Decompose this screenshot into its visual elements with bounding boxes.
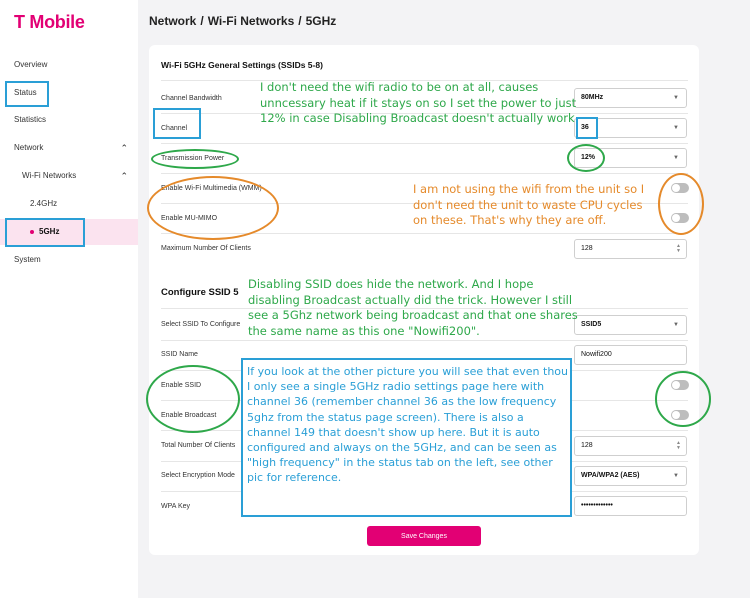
- encryption-value: WPA/WPA2 (AES): [581, 472, 640, 479]
- sidebar-item-label: System: [14, 255, 41, 264]
- channel-select[interactable]: [574, 118, 687, 138]
- enable-broadcast-label: Enable Broadcast: [161, 412, 217, 419]
- chevron-down-icon: ▼: [673, 155, 679, 161]
- wpa-key-value: •••••••••••••: [581, 502, 613, 509]
- channel-bandwidth-label: Channel Bandwidth: [161, 95, 222, 102]
- sidebar-item-label: Overview: [14, 60, 48, 69]
- stepper-arrows-icon[interactable]: ▲ ▼: [676, 440, 681, 451]
- enable-ssid-toggle[interactable]: [671, 380, 689, 390]
- sidebar-item-label: 5GHz: [39, 227, 60, 236]
- total-clients-input[interactable]: [574, 436, 687, 456]
- max-clients-label: Maximum Number Of Clients: [161, 245, 251, 252]
- annotation-note-power: I don't need the wifi radio to be on at all, causes unncessary heat if it stays on so I set the power to just 12% in case Disabling Broadcast doesn't actually work: [260, 80, 577, 125]
- channel-value: 36: [581, 124, 589, 131]
- sidebar-item-5ghz[interactable]: [0, 219, 138, 245]
- divider: [161, 173, 688, 174]
- divider: [161, 143, 688, 144]
- sidebar-item-label: Status: [14, 88, 37, 97]
- wpa-key-input[interactable]: [574, 496, 687, 516]
- breadcrumb-separator: /: [200, 14, 204, 28]
- divider: [161, 340, 688, 341]
- stepper-arrows-icon[interactable]: ▲ ▼: [676, 243, 681, 254]
- channel-bandwidth-select[interactable]: [574, 88, 687, 108]
- sidebar: [0, 0, 138, 598]
- total-clients-label: Total Number Of Clients: [161, 442, 236, 449]
- sidebar-item-label: Network: [14, 143, 44, 152]
- sidebar-item-label: Statistics: [14, 115, 47, 124]
- breadcrumb-item: 5GHz: [305, 14, 337, 28]
- tx-power-value: 12%: [581, 154, 596, 161]
- sidebar-item-2-4ghz[interactable]: [0, 191, 138, 217]
- max-clients-input[interactable]: [574, 239, 687, 259]
- ssid-name-value: Nowifi200: [581, 351, 612, 358]
- channel-bandwidth-value: 80MHz: [581, 94, 604, 101]
- mumimo-toggle[interactable]: [671, 213, 689, 223]
- chevron-down-icon: ▼: [673, 95, 679, 101]
- encryption-label: Select Encryption Mode: [161, 472, 235, 479]
- chevron-down-icon: ▼: [673, 322, 679, 328]
- sidebar-item-statistics[interactable]: [0, 107, 138, 133]
- enable-ssid-label: Enable SSID: [161, 382, 202, 389]
- general-settings-title: Wi-Fi 5GHz General Settings (SSIDs 5-8): [161, 60, 323, 70]
- wpa-key-label: WPA Key: [161, 503, 191, 510]
- ssid-select-value: SSID5: [581, 321, 602, 328]
- total-clients-value: 128: [581, 442, 593, 449]
- wmm-toggle[interactable]: [671, 183, 689, 193]
- sidebar-item-system[interactable]: [0, 247, 138, 273]
- annotation-note-channels: If you look at the other picture you will see that even thou I only see a single 5GHz radio settings page here with channel 36 (remember channel 36 as the low frequency 5ghz from the status page screen). There is also a channel 149 that doesn't show up here. But it is auto configured and always on the 5GHz, and can be seen as "high frequency" in the status tab on the left, see other pic for reference.: [247, 365, 568, 485]
- tx-power-label: Transmission Power: [161, 155, 225, 162]
- max-clients-value: 128: [581, 245, 593, 252]
- tx-power-select[interactable]: [574, 148, 687, 168]
- ssid-select[interactable]: [574, 315, 687, 335]
- sidebar-item-label: Wi-Fi Networks: [22, 171, 77, 180]
- chevron-down-icon: ▼: [673, 473, 679, 479]
- sidebar-item-status[interactable]: [0, 80, 138, 106]
- breadcrumb-item[interactable]: Wi-Fi Networks: [207, 14, 295, 28]
- active-dot-icon: [30, 230, 34, 234]
- save-changes-button[interactable]: Save Changes: [367, 526, 481, 546]
- enable-broadcast-toggle[interactable]: [671, 410, 689, 420]
- sidebar-item-network[interactable]: [0, 135, 138, 161]
- wmm-label: Enable Wi-Fi Multimedia (WMM): [161, 185, 262, 192]
- ssid-name-input[interactable]: [574, 345, 687, 365]
- mumimo-label: Enable MU-MIMO: [161, 215, 218, 222]
- annotation-note-ssid: Disabling SSID does hide the network. And I hope disabling Broadcast actually did the trick. However I still see a 5Ghz network being broadcast and that one shares the same name as this one "Nowifi200".: [248, 277, 578, 338]
- ssid-name-label: SSID Name: [161, 351, 198, 358]
- breadcrumb-separator: /: [298, 14, 302, 28]
- breadcrumb: [149, 14, 336, 28]
- select-ssid-label: Select SSID To Configure: [161, 321, 241, 328]
- divider: [161, 233, 688, 234]
- breadcrumb-item[interactable]: Network: [149, 14, 197, 28]
- chevron-up-icon: ⌃: [120, 171, 128, 181]
- sidebar-item-label: 2.4GHz: [30, 199, 58, 208]
- chevron-down-icon: ▼: [673, 125, 679, 131]
- configure-ssid-title: Configure SSID 5: [161, 287, 239, 298]
- annotation-note-wmm: I am not using the wifi from the unit so I don't need the unit to waste CPU cycles on these. That's why they are off.: [413, 182, 645, 227]
- encryption-select[interactable]: [574, 466, 687, 486]
- sidebar-item-wifi-networks[interactable]: [0, 163, 138, 189]
- chevron-up-icon: ⌃: [120, 143, 128, 153]
- brand-logo: T Mobile: [14, 12, 85, 32]
- channel-label: Channel: [161, 125, 188, 132]
- sidebar-item-overview[interactable]: [0, 52, 138, 78]
